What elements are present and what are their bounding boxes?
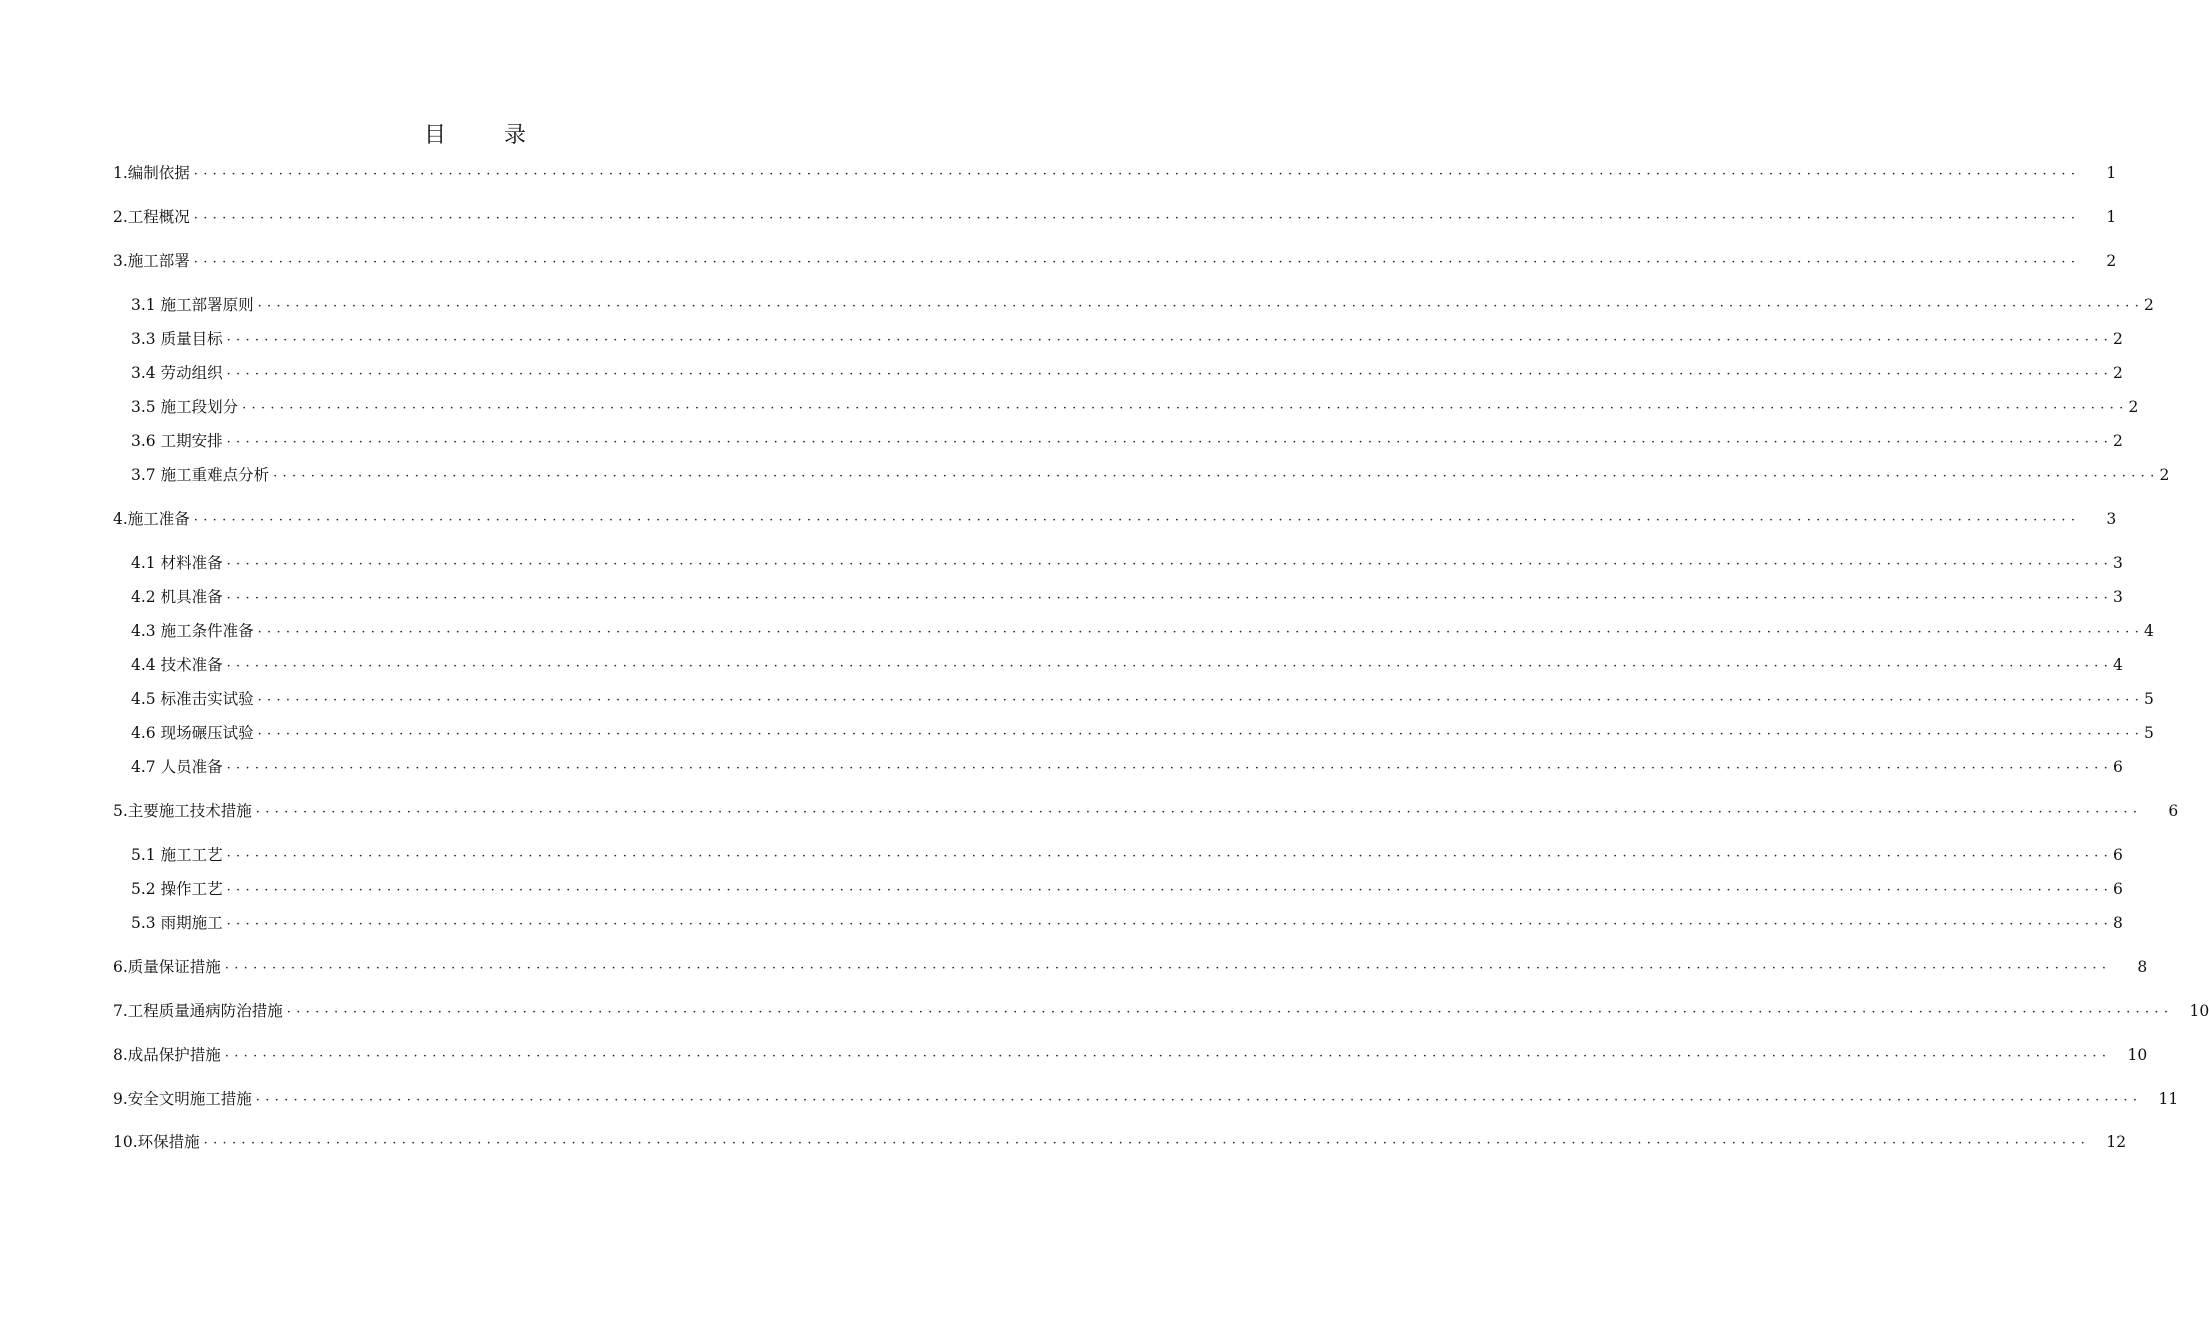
toc-entry-page-number: 6 [2113, 880, 2123, 898]
toc-entry-label: 5.1 施工工艺 [131, 846, 223, 864]
toc-entry[interactable] [113, 957, 2148, 979]
toc-dot-leader: ········································································································································································································ [273, 469, 2160, 484]
toc-entry-page-number: 11 [2158, 1090, 2179, 1108]
toc-entry-label: 4.7 人员准备 [131, 758, 223, 776]
toc-entry-page-number: 6 [2113, 758, 2123, 776]
toc-dot-leader: ········································································································································································································ [226, 761, 2114, 776]
toc-dot-leader: ········································································································································································································ [224, 961, 2112, 976]
toc-entry-page-number: 2 [2159, 466, 2170, 484]
toc-entry[interactable] [113, 251, 2117, 273]
toc-entry-page-number: 2 [2113, 330, 2123, 348]
toc-entry[interactable] [131, 913, 2123, 935]
toc-entry-label: 4.6 现场碾压试验 [131, 724, 254, 742]
toc-entry-page-number: 2 [2113, 432, 2123, 450]
toc-dot-leader: ········································································································································································································ [193, 211, 2081, 226]
toc-entry-page-number: 2 [2106, 252, 2117, 270]
toc-entry-page-number: 8 [2113, 914, 2123, 932]
toc-entry[interactable] [113, 1132, 2127, 1154]
toc-entry-label: 3.3 质量目标 [131, 330, 223, 348]
toc-entry-label: 10.环保措施 [113, 1133, 200, 1151]
toc-dot-leader: ········································································································································································································ [193, 255, 2081, 270]
toc-dot-leader: ········································································································································································································ [226, 883, 2114, 898]
toc-entry-page-number: 6 [2168, 802, 2179, 820]
toc-dot-leader: ········································································································································································································ [286, 1005, 2174, 1020]
toc-entry-label: 7.工程质量通病防治措施 [113, 1002, 283, 1020]
toc-dot-leader: ········································································································································································································ [255, 805, 2143, 820]
toc-entry-label: 9.安全文明施工措施 [113, 1090, 252, 1108]
toc-dot-leader: ········································································································································································································ [226, 557, 2114, 572]
toc-entry-label: 4.1 材料准备 [131, 554, 223, 572]
toc-entry[interactable] [131, 655, 2123, 677]
toc-entry-label: 4.4 技术准备 [131, 656, 223, 674]
toc-dot-leader: ········································································································································································································ [226, 659, 2114, 674]
toc-entry-page-number: 10 [2127, 1046, 2148, 1064]
toc-entry-page-number: 3 [2113, 588, 2123, 606]
toc-dot-leader: ········································································································································································································ [242, 401, 2129, 416]
toc-dot-leader: ········································································································································································································ [226, 591, 2114, 606]
toc-entry-page-number: 3 [2106, 510, 2117, 528]
toc-dot-leader: ········································································································································································································ [257, 625, 2145, 640]
toc-entry-label: 3.6 工期安排 [131, 432, 223, 450]
toc-dot-leader: ········································································································································································································ [226, 917, 2114, 932]
toc-dot-leader: ········································································································································································································ [226, 333, 2114, 348]
toc-entry-page-number: 5 [2144, 690, 2154, 708]
toc-entry[interactable] [131, 879, 2123, 901]
toc-entry-label: 8.成品保护措施 [113, 1046, 221, 1064]
toc-dot-leader: ········································································································································································································ [203, 1136, 2091, 1151]
toc-dot-leader: ········································································································································································································ [193, 513, 2081, 528]
toc-dot-leader: ········································································································································································································ [257, 299, 2145, 314]
toc-entry[interactable] [131, 689, 2154, 711]
toc-entry-page-number: 1 [2106, 208, 2117, 226]
toc-entry[interactable] [131, 621, 2154, 643]
toc-entry-page-number: 1 [2106, 164, 2117, 182]
toc-entry-page-number: 12 [2106, 1133, 2127, 1151]
toc-dot-leader: ········································································································································································································ [226, 849, 2114, 864]
toc-entry-page-number: 10 [2189, 1002, 2209, 1020]
toc-entry-page-number: 3 [2113, 554, 2123, 572]
toc-entry-label: 4.施工准备 [113, 510, 190, 528]
toc-entry[interactable] [113, 1089, 2179, 1111]
toc-entry[interactable] [131, 397, 2139, 419]
toc-entry[interactable] [113, 163, 2117, 185]
toc-entry-label: 4.2 机具准备 [131, 588, 223, 606]
toc-dot-leader: ········································································································································································································ [257, 727, 2145, 742]
toc-entry-page-number: 2 [2144, 296, 2154, 314]
toc-dot-leader: ········································································································································································································ [224, 1049, 2112, 1064]
toc-entry[interactable] [113, 509, 2117, 531]
toc-entry[interactable] [131, 553, 2123, 575]
toc-entry-label: 5.3 雨期施工 [131, 914, 223, 932]
toc-entry-page-number: 2 [2128, 398, 2139, 416]
toc-entry-page-number: 4 [2113, 656, 2123, 674]
toc-entry-label: 3.1 施工部署原则 [131, 296, 254, 314]
toc-entry-page-number: 5 [2144, 724, 2154, 742]
toc-entry[interactable] [113, 1001, 2209, 1023]
toc-entry-label: 5.主要施工技术措施 [113, 802, 252, 820]
toc-entry-page-number: 8 [2137, 958, 2148, 976]
toc-entry-label: 3.4 劳动组织 [131, 364, 223, 382]
toc-entry-page-number: 6 [2113, 846, 2123, 864]
toc-entry[interactable] [131, 723, 2154, 745]
toc-entry-label: 6.质量保证措施 [113, 958, 221, 976]
toc-entry-label: 4.5 标准击实试验 [131, 690, 254, 708]
toc-entry[interactable] [131, 845, 2123, 867]
page-title: 目 录 [423, 123, 544, 148]
toc-entry-label: 3.7 施工重难点分析 [131, 466, 270, 484]
toc-dot-leader: ········································································································································································································ [257, 693, 2145, 708]
toc-entry-label: 2.工程概况 [113, 208, 190, 226]
toc-entry[interactable] [131, 587, 2123, 609]
toc-entry-label: 5.2 操作工艺 [131, 880, 223, 898]
toc-entry[interactable] [131, 431, 2123, 453]
toc-dot-leader: ········································································································································································································ [255, 1093, 2143, 1108]
toc-entry[interactable] [113, 1045, 2148, 1067]
toc-entry[interactable] [131, 329, 2123, 351]
toc-dot-leader: ········································································································································································································ [193, 167, 2081, 182]
toc-entry-label: 1.编制依据 [113, 164, 190, 182]
toc-entry[interactable] [113, 207, 2117, 229]
toc-entry[interactable] [113, 801, 2179, 823]
toc-entry-label: 3.5 施工段划分 [131, 398, 239, 416]
toc-entry[interactable] [131, 295, 2154, 317]
toc-entry[interactable] [131, 757, 2123, 779]
toc-entry-page-number: 2 [2113, 364, 2123, 382]
toc-entry[interactable] [131, 363, 2123, 385]
toc-entry-page-number: 4 [2144, 622, 2154, 640]
toc-entry-label: 3.施工部署 [113, 252, 190, 270]
toc-dot-leader: ········································································································································································································ [226, 435, 2114, 450]
toc-entry[interactable] [131, 465, 2170, 487]
toc-entry-label: 4.3 施工条件准备 [131, 622, 254, 640]
toc-dot-leader: ········································································································································································································ [226, 367, 2114, 382]
